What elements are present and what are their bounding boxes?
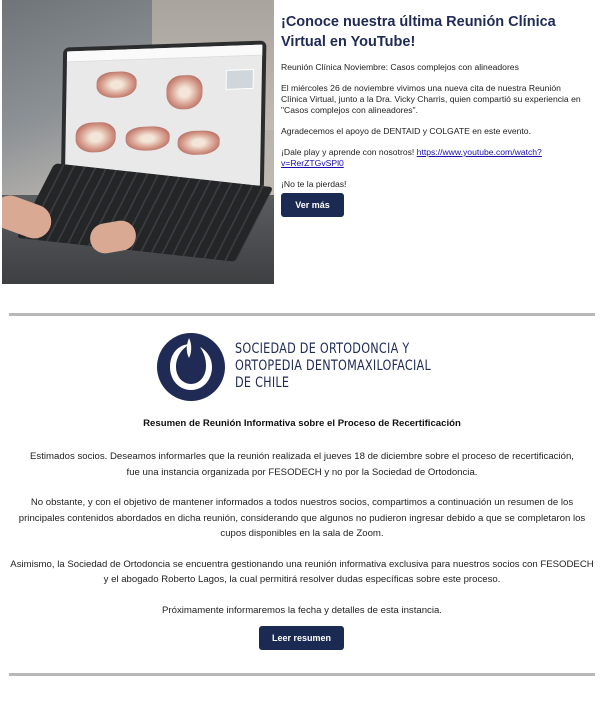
society-name-line-3: DE CHILE	[235, 375, 290, 391]
society-name-line-1: SOCIEDAD DE ORTODONCIA Y	[235, 341, 410, 357]
promo-paragraph-3-text: ¡Dale play y aprende con nosotros!	[281, 147, 417, 157]
leer-resumen-button[interactable]: Leer resumen	[259, 626, 344, 650]
promo-paragraph-4: ¡No te la pierdas!	[281, 179, 347, 189]
summary-section	[10, 418, 594, 633]
society-name	[235, 341, 465, 392]
laptop-photo	[2, 0, 274, 284]
summary-paragraph-3: Asimismo, la Sociedad de Ortodoncia se encuentra gestionando una reunión informativa exclusiva para nuestros socios con FESODECH y el abogado Roberto Lagos, la cual permitirá resolver dudas específicas sobre este proceso.	[10, 558, 594, 585]
promo-section	[0, 0, 604, 300]
promo-paragraph-2: Agradecemos el apoyo de DENTAID y COLGATE en este evento.	[281, 126, 531, 136]
promo-paragraph-1: El miércoles 26 de noviembre vivimos una nueva cita de nuestra Reunión Clínica Virtual, junto a la Dra. Vicky Charris, quien compartió su experiencia en "Casos complejos con alineadores".	[281, 83, 581, 115]
summary-title: Resumen de Reunión Informativa sobre el Proceso de Recertificación	[143, 418, 461, 429]
promo-paragraph-3	[281, 147, 586, 169]
divider-bottom	[9, 673, 595, 676]
society-logo-icon	[156, 332, 226, 402]
summary-paragraph-2: No obstante, y con el objetivo de mantener informados a todos nuestros socios, compartimos a continuación un resumen de los principales contenidos abordados en dicha reunión, considerando que algunos no pudieron ingresar debido a que se completaron los cupos disponibles en la sala de Zoom.	[18, 497, 586, 539]
youtube-link[interactable]: https://www.youtube.com/watch?v=RerZTGvSPl0	[281, 147, 542, 168]
promo-headline: ¡Conoce nuestra última Reunión Clínica Virtual en YouTube!	[281, 14, 556, 50]
society-name-line-2: ORTOPEDIA DENTOMAXILOFACIAL	[235, 358, 431, 374]
summary-paragraph-1: Estimados socios. Deseamos informarles que la reunión realizada el jueves 18 de diciembre sobre el proceso de recertificación, fue una instancia organizada por FESODECH y no por la Sociedad de Ortodoncia.	[30, 451, 574, 478]
summary-paragraph-4: Próximamente informaremos la fecha y detalles de esta instancia.	[162, 604, 442, 616]
divider-top	[9, 313, 595, 316]
promo-subtitle: Reunión Clínica Noviembre: Casos complejos con alineadores	[281, 62, 519, 72]
ver-mas-button[interactable]: Ver más	[281, 193, 344, 217]
society-logo	[156, 332, 456, 404]
